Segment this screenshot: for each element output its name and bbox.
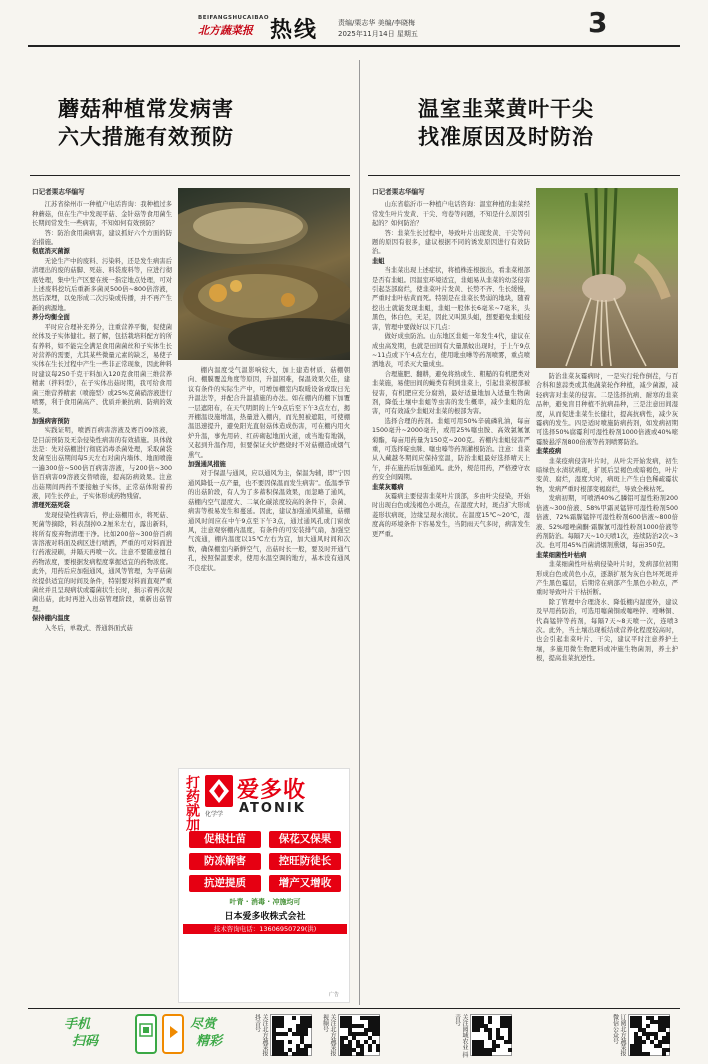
paragraph: 灰霉病主要侵害韭菜叶片顶部，多由叶尖侵染，开始时出现白色或浅褐色小斑点，在湿度大时，斑点扩大形成菱形状病斑，边缘呈现水渍状。在温度15℃~20℃，湿度高的环境条件下容易发生，当阴雨天气多时，病害发生更严重。 — [372, 493, 530, 538]
qr-cell — [284, 1052, 288, 1056]
left-article-col1 — [32, 188, 172, 1005]
advertisement — [178, 768, 350, 1003]
paragraph: 江苏省徐州市一种植户电话咨询：我种植过多种蘑菇，但在生产中发现平菇、金针菇等食用菌生长期间常发生一些病害，不知如何有效预防？ — [32, 201, 172, 228]
ad-hotline: 技术咨询电话：13606950729(洪) — [183, 924, 347, 934]
qr-douyin[interactable] — [270, 1014, 312, 1056]
paragraph: 实践证明，喷洒百病害溶液及赛百09溶液，是目前预防及无杂侵染性病害的有效措施。具体做法是：先对菇棚进行彻底消毒杀菌处理，采取菌袋发菌至出菇期间每5天左右对菌内墙体、地面喷施一遍300倍~500倍百病害溶液，与200倍~300倍百病害09溶液交替喷施，提高防病效果。注意出菇期间两药不要接触子实体，正常菇体附着药液，同生长停止，子实体形成药物残留。 — [32, 427, 172, 500]
qr-label-1: 关注北方蔬菜报 抖音号 — [253, 1014, 268, 1056]
masthead-rule — [28, 45, 680, 47]
qr-cell — [308, 1044, 312, 1048]
right-section-rule — [368, 175, 680, 176]
left-section-rule — [30, 175, 350, 176]
ad-tag-1: 促根壮苗 — [189, 831, 261, 848]
scan-text-left: 手机 扫码 — [64, 1017, 99, 1049]
subheading: 加强通风措施 — [188, 461, 226, 469]
mushroom-bag-illustration — [178, 188, 350, 360]
qr-cell — [360, 1052, 364, 1056]
ad-tag-5: 抗逆提质 — [189, 875, 261, 892]
ad-tag-3: 防冻解害 — [189, 853, 261, 870]
paragraph: 做好成虫防治。山东地区韭蛆一年发生4代，建议在成虫高发期，也就是田间有大量黑蚊出现时，于上午9点~11点或下午4点左右，使用吡虫啉等药剂喷雾，重点喷洒地表，可杀灭大量成虫。 — [372, 333, 530, 369]
qr-label-3: 关注园域农业 抖音号 — [453, 1014, 468, 1058]
phone-icon — [135, 1014, 157, 1054]
qr-cell — [496, 1044, 500, 1048]
paragraph: 当韭菜出现上述症状，将植株连根拔出，看韭菜根部是否有韭蛆。因温室环境适宜，韭蛆易从韭菜的幼茎侵害引起茎部腐烂，使韭菜叶片发黄、长势不齐、生长缓慢，严重时韭叶枯黄而死。特别是在韭菜长势弱的地块，随着挖出土就能发现韭蛆，韭蛆一般体长6毫米~7毫米，头黑色，体白色，无足，因此又叫黑头蛆，想要避免韭蛆侵害，管理中要做好以下几点： — [372, 267, 530, 331]
qr-label-4: 订阅北方蔬菜报 微信公众号 — [611, 1014, 626, 1056]
ad-tag-2: 保花又保果 — [269, 831, 341, 848]
ad-slogan: 叶青 · 消毒 · 冲施均可 — [229, 898, 301, 906]
qr-cell — [368, 1048, 372, 1052]
left-article-title: 蘑菇种植常发病害 六大措施有效预防 — [58, 96, 234, 149]
right-article-title: 温室韭菜黄叶干尖 找准原因及时防治 — [418, 96, 594, 149]
qr-wechat[interactable] — [628, 1014, 670, 1056]
paragraph: 山东省临沂市一种植户电话咨询：温室种植的韭菜经常发生叶片发黄、干尖、弯卷等问题，不知是什么原因引起的？如何防治？ — [372, 201, 530, 228]
masthead-pinyin: BEIFANGSHUCAIBAO — [198, 15, 269, 21]
subheading: 韭菜灰霉病 — [372, 483, 404, 491]
phone-icon-2 — [162, 1014, 184, 1054]
ad-label: 广告 — [329, 992, 340, 998]
ad-brand: 爱多收 — [237, 778, 307, 803]
ad-company: 日本爱多收株式会社 — [224, 912, 306, 922]
qr-cell — [646, 1024, 650, 1028]
qr-video[interactable] — [338, 1014, 380, 1056]
subheading: 养分均衡全面 — [32, 314, 70, 322]
qr-cell — [488, 1052, 492, 1056]
qr-cell — [508, 1040, 512, 1044]
footer-rule — [28, 1008, 680, 1009]
qr-cell — [280, 1024, 284, 1028]
paragraph: 防治韭菜灰霉病时，一是实行轮作倒茬，与百合科和葱蒜类或其他蔬菜轮作种植，减少菌源，减轻病害对韭菜的侵害。二是选择抗病、耐寒的韭菜品种，避免盲目种植不抗病品种，三是注意田间湿度，从而促进韭菜生长健壮，提高抗病性，减少灰霉病的发生。四是适时喷施防病药剂，如发病初期可选择50%腐霉利可湿性粉剂1000倍液或40%嘧霉胺悬浮剂800倍液等药剂喷雾防治。 — [536, 373, 678, 446]
newspaper-logo: 北方蔬菜报 — [198, 24, 253, 37]
masthead — [0, 0, 708, 80]
phone-qr-icon — [137, 1016, 155, 1052]
paragraph: 入冬后，单栽式、普通斜面式菇 — [44, 624, 133, 632]
qr-label-2: 关注北方蔬菜报 视频号 — [321, 1014, 336, 1056]
chive-photo — [536, 188, 678, 368]
qr-cell — [376, 1032, 380, 1036]
qr-cell — [642, 1040, 646, 1044]
paragraph: 无论生产中的废料、污染料，还是发生病害后清理出的废的菇脚、死菇、料袋废料等，应进行彻底处理，集中生产区要在统一指定地点处理，可对上述废料挖坑后重新多菌灵500倍~800倍溶液，然后深埋，以免形成二次污染或传播，并不再产生新的病源地。 — [32, 257, 172, 312]
paragraph: 答：韭菜生长过程中，导致叶片出现发黄、干尖等问题的原因有很多，建议根据不同的诱发原因进行有效防治。 — [372, 229, 530, 256]
qr-cell — [476, 1028, 480, 1032]
section-name: 热线 — [270, 17, 319, 43]
footer-banner — [50, 1014, 240, 1058]
subheading: 韭蛆 — [372, 257, 385, 265]
issue-date: 2025年11月14日 星期五 — [338, 30, 418, 38]
ad-brand-en: ATONIK — [239, 801, 306, 816]
qr-cell — [304, 1052, 308, 1056]
qr-cell — [304, 1032, 308, 1036]
mushroom-photo — [178, 188, 350, 360]
subheading: 加强病害预防 — [32, 417, 70, 425]
paragraph: 棚内温度受气温影响较大，加上建造材质、菇棚朝向、棚膜覆盖角度等原因，升温困难，保温效果欠佳，建议有条件的实际生产中，可增加棚室内取暖设备或取日光升温法等，并配合升温措施的办法。如在棚内的棚下加覆一层遮阳布，在天气明朗的上午9点后至下午3点左右，揭开棚温设施增温，热量进入棚内，而光照被遮阻，可使棚温迅速提升，避免阳光直射菇体造成伤害，可在棚内用火炉升温，事先用砖、红砖砌起地面火道，或当地有地锅，又起到升温作用，但要保证火炉燃烧时不对菇棚造成烟气熏气。 — [188, 367, 350, 459]
subheading: 韭菜疫病 — [536, 448, 562, 456]
paragraph: 合理施肥、翻耕，避免将熟或生、粗糙的有机肥类对韭菜施，易使田间的蝇类有利到韭菜上，引起韭菜根部被侵害，有机肥应充分腐熟，最好适量地加入适量生物菌剂，降低土壤中韭蛆等虫害的发生概率，减少韭蛆的危害，可有效减少韭蛆对韭菜的根部为害。 — [372, 370, 530, 416]
center-divider — [359, 60, 360, 1005]
paragraph: 平时应合理补充养分，注重营养平衡，促使菌丝体及子实体健壮。据了解，包括栽培料配方的所有养料，如不能完全满足食用菌菌丝和子实体生长对营养的需要，尤其某些微量元素的缺乏，易使子实体在生长过程中产生一些非正常现象，因此种料时建议每250千克干料加入120克食用菌三维营养精素（拌料型），在子实体出菇时期，我可给食用菌三维营养精素（喷施型）或25%克菌硝溶液进行喷雾，利于食用菌高产、优质并兼抗病、防病的效果。 — [32, 323, 172, 416]
qr-cell — [348, 1052, 352, 1056]
qr-cell — [662, 1052, 666, 1056]
scan-text-right: 尽赏 精彩 — [190, 1017, 223, 1049]
subheading: 彻底消灭菌源 — [32, 248, 70, 256]
qr-cell — [646, 1052, 650, 1056]
paragraph: 韭菜疫病侵害叶片时，从叶尖开始发病，初生暗绿色水渍状病斑，扩展后呈褐色或暗褐色，叶片变黄、腐烂，湿度大时，病斑上产生白色稀疏霉状物，发病严重时根部变褐腐烂，导致全株枯死。 — [536, 457, 678, 493]
qr-yuanyu[interactable] — [470, 1014, 512, 1056]
ad-side-text: 打药就加 — [184, 775, 200, 831]
qr-cell — [488, 1020, 492, 1024]
paragraph: 发现侵染性病害后，停止菇棚用水，将死菇、死菌等摘除，料表刮掉0.2厘米左右，露出新料，将所有废弃物清理干净。比如200倍~300倍百病害溶液对料面及病区进行喷洒，严重的可对料面进行药液浸刷，并隔天再喷一次。注意不要随意擅自药物浓度，要根据发病程度掌握适宜的药物浓度。此外，用药后应加强通风，通风等管理，为平菇菌丝提供适宜的时间及条件，特别要对料面直观严重菌丝并且呈现病状或霉菌状生长时，损示着再次现菌出菇，此时再进入出菇管理阶段，重新出菇管理。 — [32, 511, 172, 613]
ad-tag-4: 控旺防徒长 — [269, 853, 341, 870]
paragraph: 选择合理的药剂。韭蛆可用50%辛硫磷乳油，每亩1500毫升~2000毫升，或用25%噻虫胺、高效氯氟氰菊酯，每亩用药量为150克~200克。若棚内韭蛆侵害严重，可选择啶虫脒、噻虫嗪等药剂灌根防治。注意：韭菜从入藏越冬期间应保持室温，防治韭蛆最好选择晴天上午，并在施药后加强通风。此外，规范用药，严格遵守农药安全间隔期。 — [372, 417, 530, 482]
editors: 责编/栗志华 美编/李晓梅 — [338, 19, 415, 27]
subheading: 韭菜细菌性叶枯病 — [536, 551, 587, 559]
right-article-col1 — [372, 188, 530, 1005]
subheading: 清理死菇死袋 — [32, 502, 70, 510]
ad-logo-box — [205, 775, 233, 807]
ad-logo-sub: 化学学 — [205, 811, 224, 818]
paragraph: 对于保温与通风，应以通风为主，保温为辅，即“宁因通风降低一点产量，也不要因保温而发生病害”。低温季节的出菇阶段，有人为了多蓄积保温效果，而忽略了通风，菇棚内空气湿度大、二氧化碳浓度较高的条件下，杂菌、病害等极易发生和蔓延。因此，建议加强通风措施，菇棚通风时间应在中午9点至下午3点，通过通风孔或门窗放风，注意观察棚内温度，有条件的可安装排气扇，加强空气流通，棚内温度以15℃左右为宜，加大通风时间和次数，确保棚室内新鲜空气，出菇时长一般，要及时开通气孔，按照保温要求，使用水温空调的地方，基本没有通风不良症状。 — [188, 470, 350, 572]
qr-cell — [308, 1024, 312, 1028]
subheading: 保持棚内温度 — [32, 615, 70, 623]
paragraph: 韭菜细菌性叶枯病侵染叶片时，发病部位初期形成白色或黄色小点，逐渐扩展为灰白色坏死斑并产生黑色霉层，后期常在病部产生黑色小粒点，严重时导致叶片干枯折断。 — [536, 561, 678, 597]
page-number: 3 — [588, 6, 608, 39]
byline: 口记者栗志华编写 — [32, 188, 85, 196]
paragraph: 发病初期，可喷洒40%乙膦铝可湿性粉剂200倍液~300倍液、58%甲霜灵锰锌可湿性粉剂500倍液、72%霜脲锰锌可湿性粉剂600倍液~800倍液、52%噁唑菌酮·霜脲氰可湿性粉剂1000倍液等药剂防治。每隔7天~10天喷1次，连续防治2次~3次。也可用45%百菌清烟剂熏烟，每亩350克。 — [536, 495, 678, 550]
qr-cell — [666, 1048, 670, 1052]
qr-cell — [292, 1016, 296, 1020]
right-article-col2 — [536, 372, 678, 1005]
left-article-col2 — [188, 366, 350, 761]
qr-cell — [666, 1024, 670, 1028]
qr-cell — [508, 1048, 512, 1052]
qr-cell — [492, 1048, 496, 1052]
ad-tag-6: 增产又增收 — [269, 875, 341, 892]
paragraph: 除了管理中合理浇水、降低棚内湿度外，建议及早用药防治，可选用噻菌铜或噻唑锌、喹啉铜、代森锰锌等药剂，每隔7天~8天喷一次，连喷3次。此外，当土壤出现板结或营养化程度较高时，也会引起韭菜叶片、干尖，建议平时注意养护土壤，多施用微生物肥料或冲施生物菌剂，养土护根，提高韭菜抗逆性。 — [536, 598, 678, 663]
qr-cell — [288, 1040, 292, 1044]
qr-cell — [284, 1032, 288, 1036]
phone-play-icon — [164, 1016, 182, 1052]
paragraph: 答：防治食用菌病害，建议抓好六个方面的防治措施。 — [32, 229, 172, 247]
qr-cell — [666, 1040, 670, 1044]
qr-cell — [376, 1048, 380, 1052]
chive-roots-illustration — [536, 188, 678, 368]
byline: 口记者栗志华编写 — [372, 188, 425, 196]
ad-logo-icon — [205, 775, 233, 807]
